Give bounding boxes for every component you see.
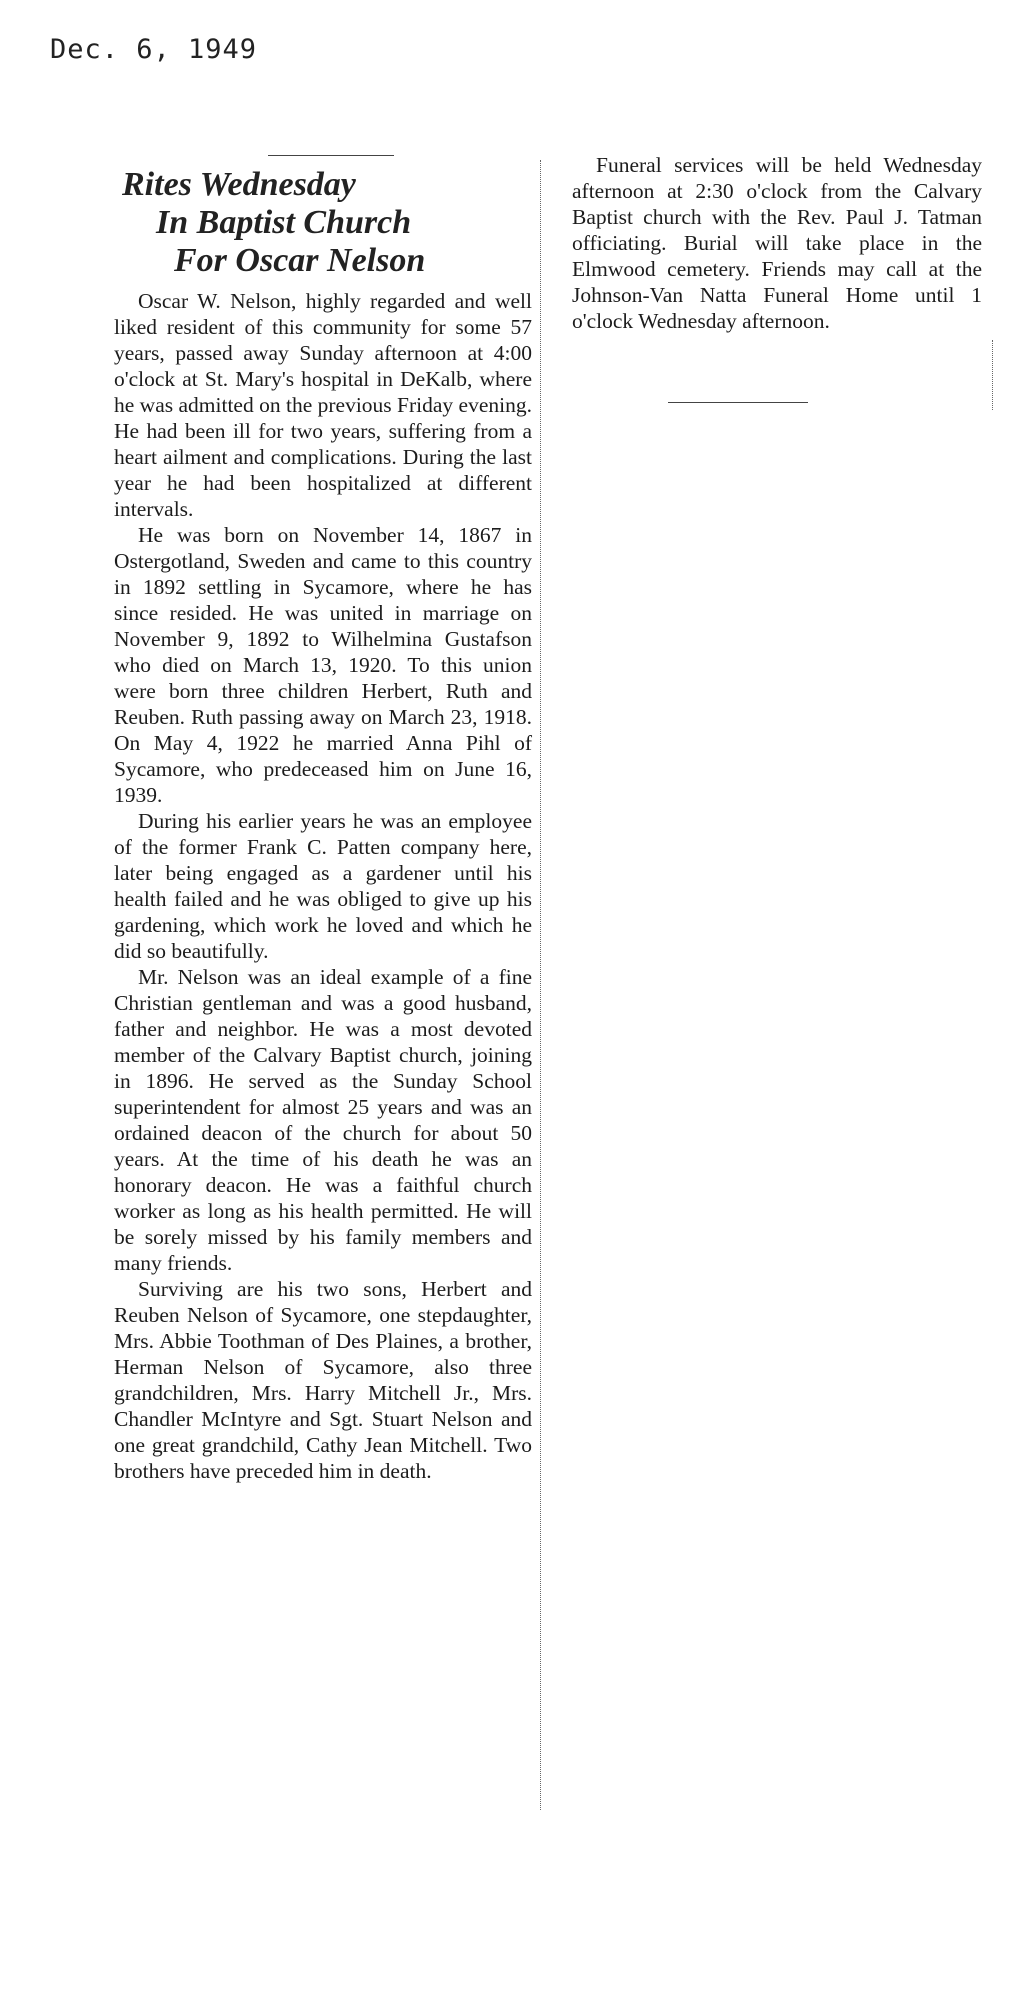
headline <box>114 166 532 280</box>
headline-top-rule <box>268 155 394 156</box>
body-paragraph-3: During his earlier years he was an employee of the former Frank C. Patten company here, later being engaged as a gardener until his health failed and he was obliged to give up his gardening, which work he loved and which he did so beautifully. <box>114 809 532 963</box>
body-paragraph-5: Surviving are his two sons, Herbert and Reuben Nelson of Sycamore, one stepdaughter, Mrs. Abbie Toothman of Des Plaines, a brother, Herman Nelson of Sycamore, also three grandchildren, Mrs. Harry Mitchell Jr., Mrs. Chandler McIntyre and Sgt. Stuart Nelson and one great grandchild, Cathy Jean Mitchell. Two brothers have preceded him in death. <box>114 1277 532 1483</box>
headline-line-2: In Baptist Church <box>156 204 412 241</box>
body-paragraph-1: Oscar W. Nelson, highly regarded and well liked resident of this community for some 57 years, passed away Sunday afternoon at 4:00 o'clock at St. Mary's hospital in DeKalb, where he was admitted on the previous Friday evening. He had been ill for two years, suffering from a heart ailment and complications. During the last year he had been hospitalized at different intervals. <box>114 289 532 521</box>
headline-line-1: Rites Wednesday <box>122 166 356 203</box>
body-paragraph-2: He was born on November 14, 1867 in Ostergotland, Sweden and came to this country in 1892 settling in Sycamore, where he has since resided. He was united in marriage on November 9, 1892 to Wilhelmina Gustafson who died on March 13, 1920. To this union were born three children Herbert, Ruth and Reuben. Ruth passing away on March 23, 1918. On May 4, 1922 he married Anna Pihl of Sycamore, who predeceased him on June 16, 1939. <box>114 523 532 807</box>
body-paragraph-4: Mr. Nelson was an ideal example of a fine Christian gentleman and was a good husband, father and neighbor. He was a most devoted member of the Calvary Baptist church, joining in 1896. He served as the Sunday School superintendent for almost 25 years and was an ordained deacon of the church for about 50 years. At the time of his death he was an honorary deacon. He was a faithful church worker as long as his health permitted. He will be sorely missed by his family members and many friends. <box>114 965 532 1275</box>
funeral-notice: Funeral services will be held Wednesday afternoon at 2:30 o'clock from the Calvary Baptist church with the Rev. Paul J. Tatman officiating. Burial will take place in the Elmwood cemetery. Friends may call at the Johnson-Van Natta Funeral Home until 1 o'clock Wednesday afternoon. <box>572 153 982 333</box>
right-column-end-rule <box>668 402 808 403</box>
column-divider-right <box>992 340 993 410</box>
clipping-date: Dec. 6, 1949 <box>50 34 258 65</box>
headline-line-3: For Oscar Nelson <box>174 242 426 279</box>
left-column <box>114 166 532 1484</box>
column-divider-left <box>540 160 541 1810</box>
right-column <box>572 152 982 334</box>
